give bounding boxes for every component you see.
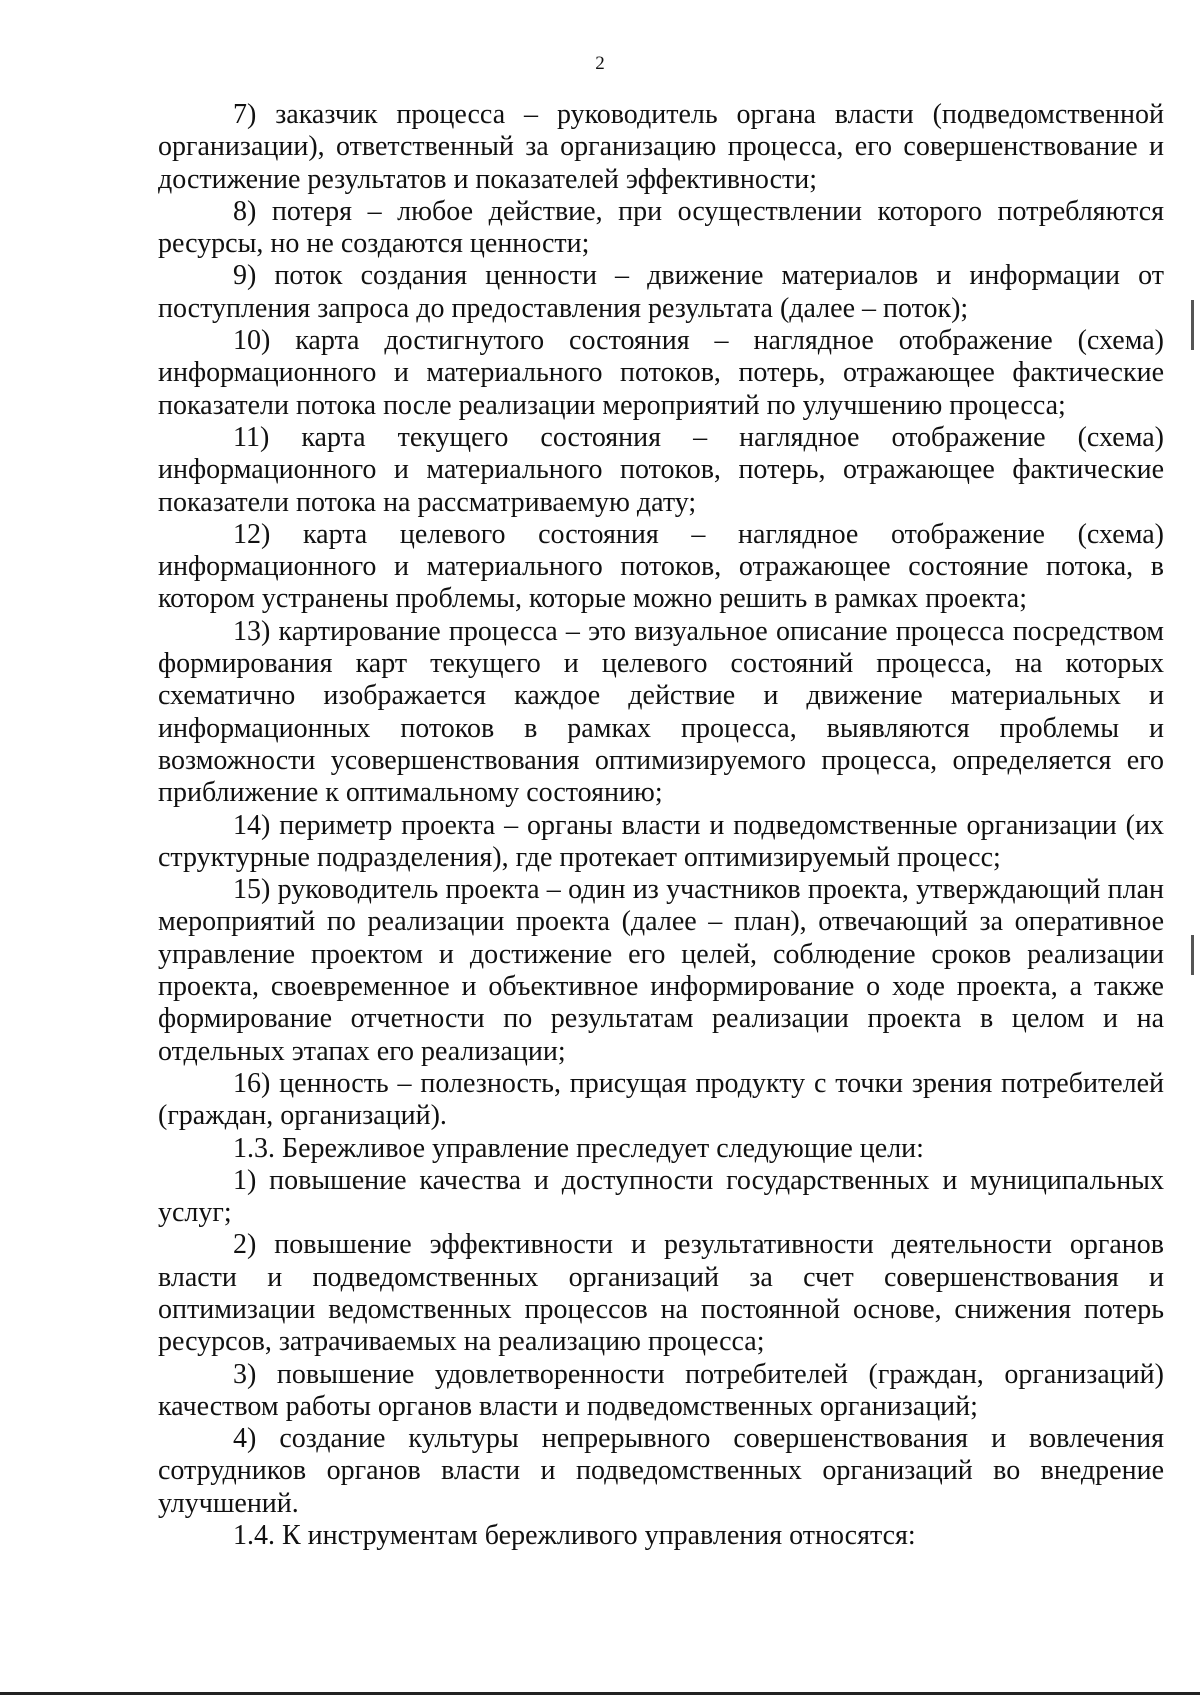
paragraph-item-12: 12) карта целевого состояния – наглядное отображение (схема) информационного и материального потоков, отражающее состояние потока, в котором устранены проблемы, которые можно решить в рамках проекта; bbox=[158, 518, 1164, 615]
scan-bottom-edge bbox=[0, 1692, 1200, 1695]
page-number: 2 bbox=[595, 53, 605, 74]
paragraph-item-9: 9) поток создания ценности – движение материалов и информации от поступления запроса до предоставления результата (далее – поток); bbox=[158, 260, 1164, 324]
goal-item-2: 2) повышение эффективности и результативности деятельности органов власти и подведомственных организаций за счет совершенствования и оптимизации ведомственных процессов на постоянной основе, снижения потерь ресурсов, затрачиваемых на реализацию процесса; bbox=[158, 1229, 1164, 1358]
paragraph-item-11: 11) карта текущего состояния – наглядное отображение (схема) информационного и материального потоков, потерь, отражающее фактические показатели потока на рассматриваемую дату; bbox=[158, 421, 1164, 518]
paragraph-item-14: 14) периметр проекта – органы власти и подведомственные организации (их структурные подразделения), где протекает оптимизируемый процесс; bbox=[158, 809, 1164, 873]
paragraph-item-10: 10) карта достигнутого состояния – наглядное отображение (схема) информационного и материального потоков, потерь, отражающее фактические показатели потока после реализации мероприятий по улучшению процесса; bbox=[158, 325, 1164, 421]
goal-item-4: 4) создание культуры непрерывного совершенствования и вовлечения сотрудников органов власти и подведомственных организаций во внедрение улучшений. bbox=[158, 1423, 1164, 1519]
goal-item-1: 1) повышение качества и доступности государственных и муниципальных услуг; bbox=[158, 1164, 1164, 1229]
paragraph-item-15: 15) руководитель проекта – один из участников проекта, утверждающий план мероприятий по реализации проекта (далее – план), отвечающий за оперативное управление проектом и достижение его целей, соблюдение сроков реализации проекта, своевременное и объективное информирование о ходе проекта, а также формирование отчетности по результатам реализации проекта в целом и на отдельных этапах его реализации; bbox=[158, 874, 1164, 1067]
goal-item-3: 3) повышение удовлетворенности потребителей (граждан, организаций) качеством работы органов власти и подведомственных организаций; bbox=[158, 1358, 1164, 1422]
scan-edge-mark bbox=[1191, 300, 1194, 350]
paragraph-item-16: 16) ценность – полезность, присущая продукту с точки зрения потребителей (граждан, организаций). bbox=[158, 1067, 1164, 1132]
paragraph-item-7: 7) заказчик процесса – руководитель органа власти (подведомственной организации), ответственный за организацию процесса, его совершенствование и достижение результатов и показателей эффективности; bbox=[158, 99, 1164, 195]
scan-edge-mark bbox=[1191, 935, 1194, 975]
document-body bbox=[158, 99, 1164, 1552]
section-1-4-heading: 1.4. К инструментам бережливого управления относятся: bbox=[233, 1520, 916, 1552]
paragraph-item-8: 8) потеря – любое действие, при осуществлении которого потребляются ресурсы, но не создаются ценности; bbox=[158, 195, 1164, 260]
paragraph-item-13: 13) картирование процесса – это визуальное описание процесса посредством формирования карт текущего и целевого состояний процесса, на которых схематично изображается каждое действие и движение материальных и информационных потоков в рамках процесса, выявляются проблемы и возможности усовершенствования оптимизируемого процесса, определяется его приближение к оптимальному состоянию; bbox=[158, 615, 1164, 809]
section-1-3-heading: 1.3. Бережливое управление преследует следующие цели: bbox=[233, 1132, 924, 1164]
